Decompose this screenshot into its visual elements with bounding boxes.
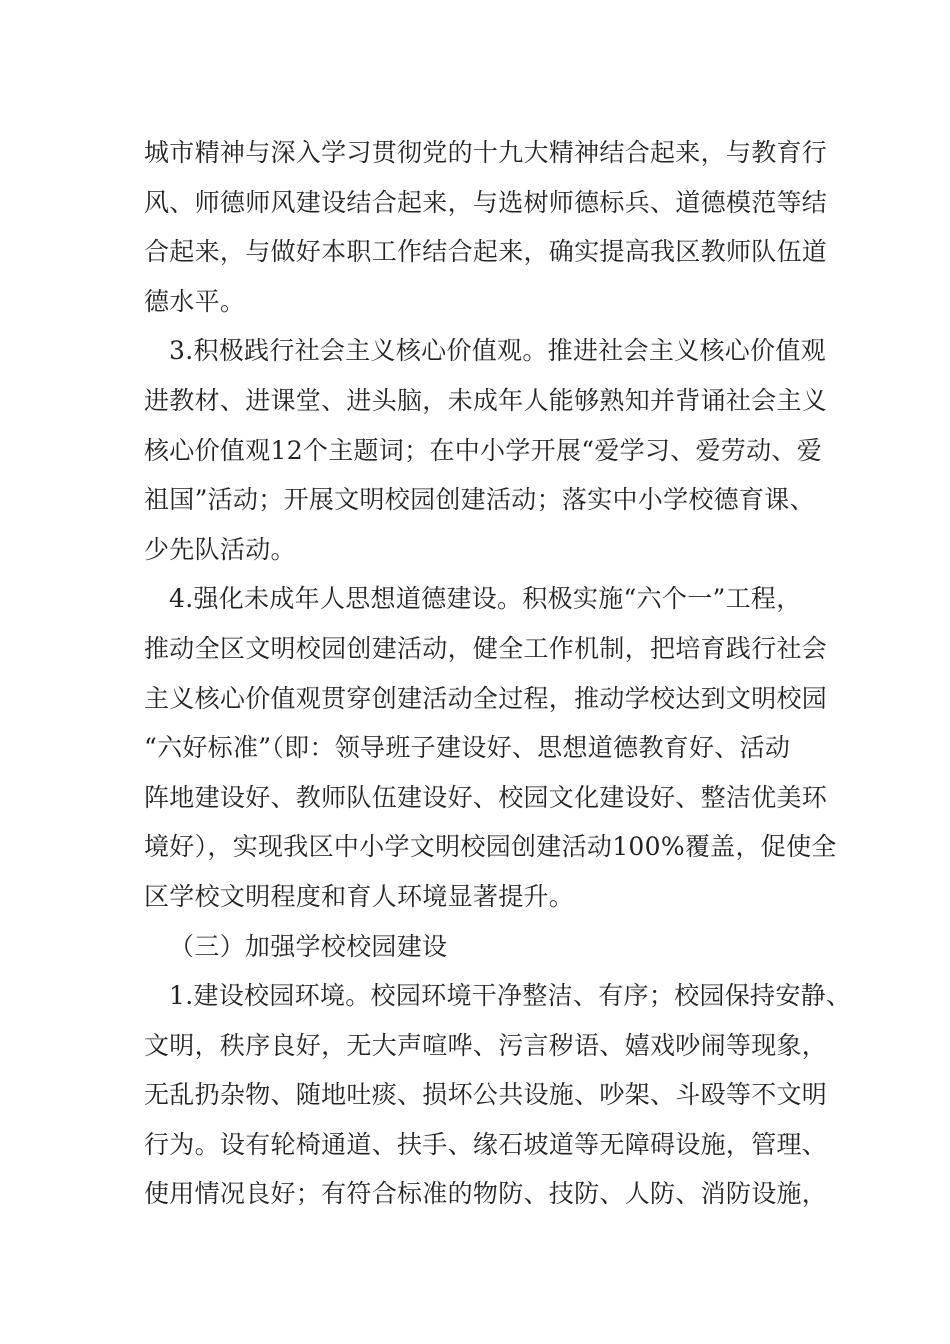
paragraph-line: 区学校文明程度和育人环境显著提升。 <box>144 881 575 911</box>
paragraph-line: 4.强化未成年人思想道德建设。积极实施“六个一”工程， <box>169 584 802 614</box>
paragraph-line: 核心价值观12个主题词；在中小学开展“爱学习、爱劳动、爱 <box>144 435 822 465</box>
section-heading: （三）加强学校校园建设 <box>169 931 448 961</box>
paragraph-line: 祖国”活动；开展文明校园创建活动；落实中小学校德育课、 <box>144 485 815 515</box>
paragraph-line: 进教材、进课堂、进头脑，未成年人能够熟知并背诵社会主义 <box>144 385 828 415</box>
paragraph-line: 推动全区文明校园创建活动，健全工作机制，把培育践行社会 <box>144 633 828 663</box>
paragraph-line: “六好标准”（即：领导班子建设好、思想道德教育好、活动 <box>144 733 791 763</box>
body-text <box>144 128 852 1219</box>
paragraph-line: 无乱扔杂物、随地吐痰、损坏公共设施、吵架、斗殴等不文明 <box>144 1080 828 1110</box>
paragraph-line: 德水平。 <box>144 286 246 316</box>
paragraph-line: 阵地建设好、教师队伍建设好、校园文化建设好、整洁优美环 <box>144 782 828 812</box>
paragraph-line: 合起来，与做好本职工作结合起来，确实提高我区教师队伍道 <box>144 237 828 267</box>
paragraph-line: 主义核心价值观贯穿创建活动全过程，推动学校达到文明校园 <box>144 683 828 713</box>
paragraph-line: 1.建设校园环境。校园环境干净整洁、有序；校园保持安静、 <box>169 981 852 1011</box>
paragraph-line: 少先队活动。 <box>144 534 296 564</box>
paragraph-line: 3.积极践行社会主义核心价值观。推进社会主义核心价值观 <box>169 336 826 366</box>
paragraph-line: 使用情况良好；有符合标准的物防、技防、人防、消防设施， <box>144 1179 828 1209</box>
paragraph-line: 行为。设有轮椅通道、扶手、缘石坡道等无障碍设施，管理、 <box>144 1129 828 1159</box>
paragraph-line: 境好），实现我区中小学文明校园创建活动100%覆盖，促使全 <box>144 832 837 862</box>
paragraph-line: 风、师德师风建设结合起来，与选树师德标兵、道德模范等结 <box>144 187 828 217</box>
paragraph-line: 城市精神与深入学习贯彻党的十九大精神结合起来，与教育行 <box>144 138 828 167</box>
paragraph-line: 文明，秩序良好，无大声喧哗、污言秽语、嬉戏吵闹等现象， <box>144 1030 828 1060</box>
